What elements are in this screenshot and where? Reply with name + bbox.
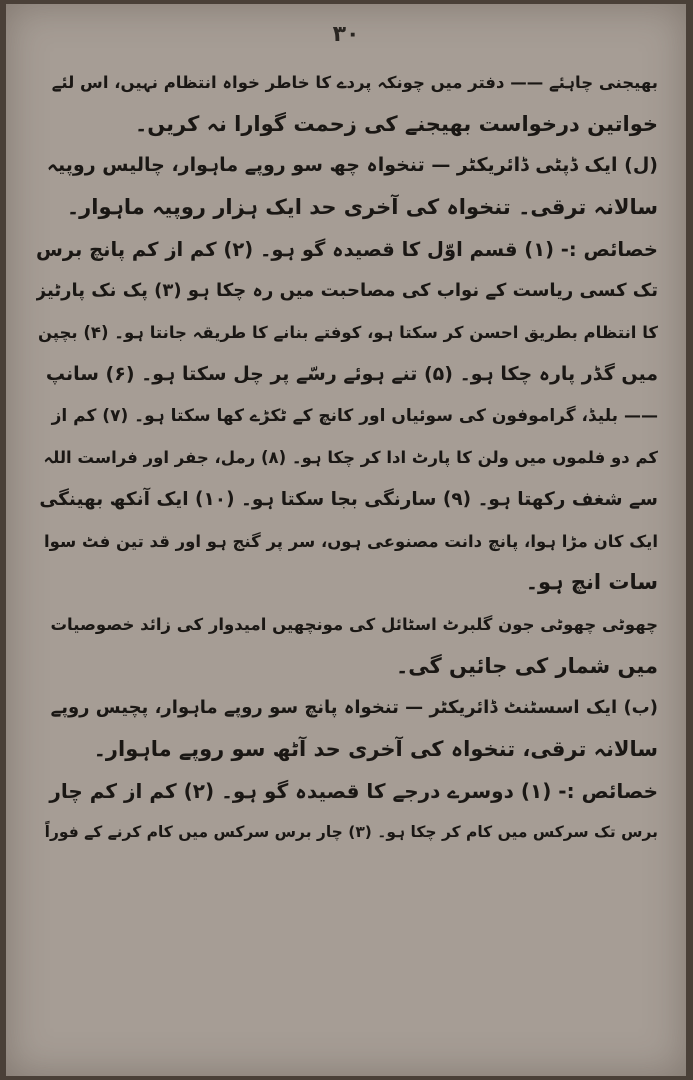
text-line-heading: خصائص :- (۱) دوسرے درجے کا قصیدہ گو ہو۔ (۲) کم از کم چار bbox=[49, 778, 658, 803]
text-line: —— بلیڈ، گراموفون کی سوئیاں اور کانچ کے ٹکڑے کھا سکتا ہو۔ (۷) کم از bbox=[51, 405, 658, 426]
book-page bbox=[6, 4, 686, 1076]
text-line: سے شغف رکھتا ہو۔ (۹) سارنگی بجا سکتا ہو۔ (۱۰) ایک آنکھ بھینگی bbox=[39, 488, 658, 510]
text-line: سالانہ ترقی، تنخواہ کی آخری حد آٹھ سو روپے ماہوار۔ bbox=[93, 737, 658, 761]
text-line: چھوٹی چھوٹی جون گلبرٹ اسٹائل کی مونچھیں امیدوار کی زائد خصوصیات bbox=[50, 614, 658, 634]
text-line: برس تک سرکس میں کام کر چکا ہو۔ (۳) چار برس سرکس میں کام کرنے کے فوراً bbox=[44, 823, 658, 842]
text-line: سالانہ ترقی۔ تنخواہ کی آخری حد ایک ہزار روپیہ ماہوار۔ bbox=[66, 195, 658, 220]
text-line: میں گڈر پارہ چکا ہو۔ (۵) تنے ہوئے رسّے پر چل سکتا ہو۔ (۶) سانپ bbox=[45, 362, 658, 385]
text-line: بھیجنی چاہئے —— دفتر میں چونکہ پردے کا خاطر خواہ انتظام نہیں، اس لئے bbox=[51, 73, 658, 92]
text-line: (ل) ایک ڈپٹی ڈائریکٹر — تنخواہ چھ سو روپے ماہوار، چالیس روپیہ bbox=[46, 154, 658, 177]
text-line: تک کسی ریاست کے نواب کی مصاحبت میں رہ چکا ہو (۳) پک نک پارٹیز bbox=[36, 280, 658, 302]
page-body bbox=[36, 62, 658, 854]
text-line: (ب) ایک اسسٹنٹ ڈائریکٹر — تنخواہ پانچ سو روپے ماہوار، پچیس روپے bbox=[50, 697, 658, 719]
text-line: کا انتظام بطریق احسن کر سکتا ہو، کوفتے بنانے کا طریقہ جانتا ہو۔ (۴) بچپن bbox=[37, 323, 658, 343]
text-line: ایک کان مڑا ہوا، پانچ دانت مصنوعی ہوں، سر پر گنج ہو اور قد تین فٹ سوا bbox=[44, 531, 658, 551]
text-line: سات انچ ہو۔ bbox=[525, 570, 658, 595]
page-number: ۳۰ bbox=[332, 22, 360, 47]
text-line: میں شمار کی جائیں گی۔ bbox=[395, 653, 658, 678]
text-line-heading: خصائص :- (۱) قسم اوّل کا قصیدہ گو ہو۔ (۲) کم از کم پانچ برس bbox=[36, 237, 658, 261]
text-line: کم دو فلموں میں ولن کا پارٹ ادا کر چکا ہو۔ (۸) رمل، جفر اور فراست اللہ bbox=[43, 448, 658, 468]
text-line: خواتین درخواست بھیجنے کی زحمت گوارا نہ کریں۔ bbox=[134, 111, 658, 136]
